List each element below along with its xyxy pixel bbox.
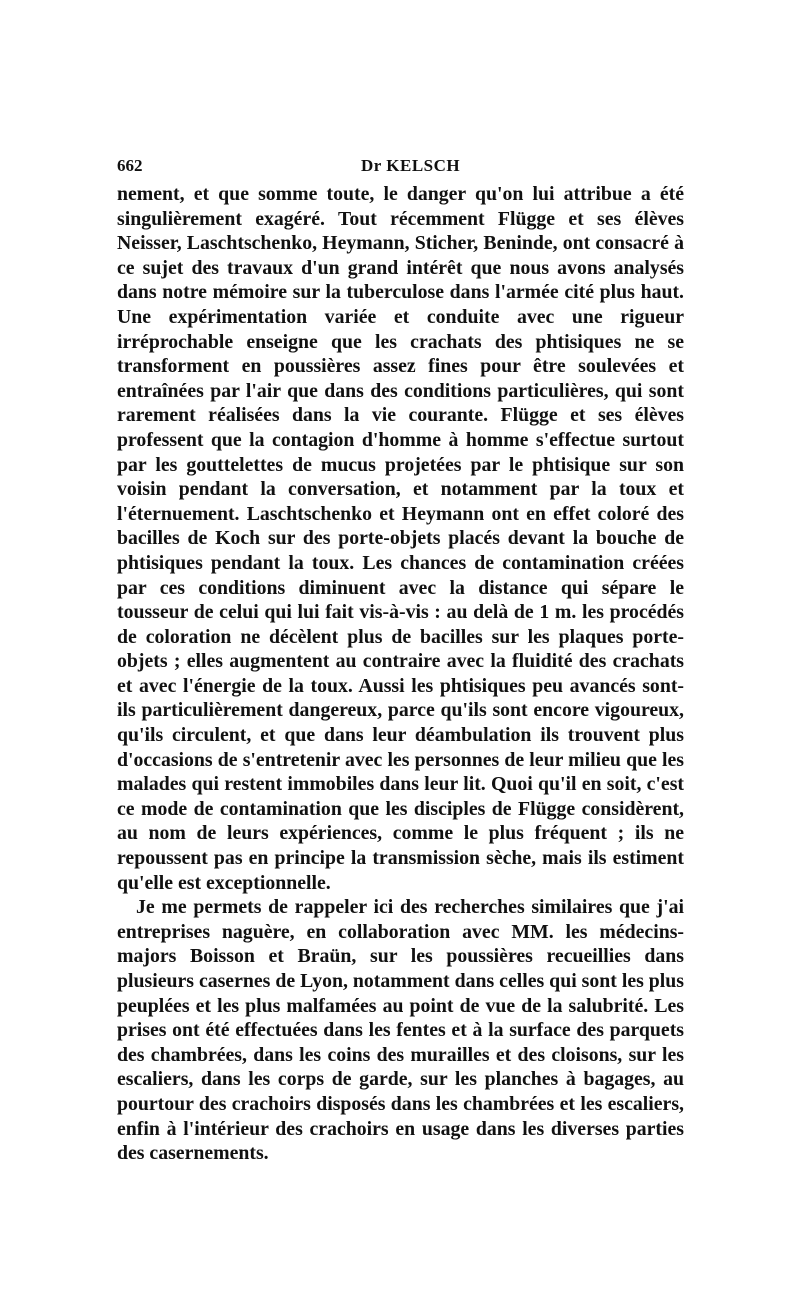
running-head: Dr KELSCH (361, 156, 461, 175)
body-text (117, 182, 684, 1166)
page-number: 662 (117, 156, 143, 175)
paragraph-1: nement, et que somme toute, le danger qu'on lui attribue a été singulièrement exagéré. Tout récemment Flügge et ses élèves Neisser, Laschtschenko, Heymann, Sticher, Beninde, ont consacré à ce sujet des travaux d'un grand intérêt que nous avons analysés dans notre mémoire sur la tuberculose dans l'armée cité plus haut. Une expérimentation variée et conduite avec une rigueur irréprochable enseigne que les crachats des phtisiques ne se transforment en poussières assez fines pour être soulevées et entraînées par l'air que dans des conditions particulières, qui sont rarement réalisées dans la vie courante. Flügge et ses élèves professent que la contagion d'homme à homme s'effectue surtout par les gouttelettes de mucus projetées par le phtisique sur son voisin pendant la conversation, et notamment par la toux et l'éternuement. Laschtschenko et Heymann ont en effet coloré des bacilles de Koch sur des porte-objets placés devant la bouche de phtisiques pendant la toux. Les chances de contamination créées par ces conditions diminuent avec la distance qui sépare le tousseur de celui qui lui fait vis-à-vis : au delà de 1 m. les procédés de coloration ne décèlent plus de bacilles sur les plaques porte-objets ; elles augmentent au contraire avec la fluidité des crachats et avec l'énergie de la toux. Aussi les phtisiques peu avancés sont-ils particulièrement dangereux, parce qu'ils sont encore vigoureux, qu'ils circulent, et que dans leur déambulation ils trouvent plus d'occasions de s'entretenir avec les personnes de leur milieu que les malades qui restent immobiles dans leur lit. Quoi qu'il en soit, c'est ce mode de contamination que les disciples de Flügge considèrent, au nom de leurs expériences, comme le plus fréquent ; ils ne repoussent pas en principe la transmission sèche, mais ils estiment qu'elle est exceptionnelle. (117, 183, 684, 894)
paragraph-2: Je me permets de rappeler ici des recherches similaires que j'ai entreprises naguère, en collaboration avec MM. les médecins-majors Boisson et Braün, sur les poussières recueillies dans plusieurs casernes de Lyon, notamment dans celles qui sont les plus peuplées et les plus malfamées au point de vue de la salubrité. Les prises ont été effectuées dans les fentes et à la surface des parquets des chambrées, dans les coins des murailles et des cloisons, sur les escaliers, dans les corps de garde, sur les planches à bagages, au pourtour des crachoirs disposés dans les chambrées et les escaliers, enfin à l'intérieur des crachoirs en usage dans les diverses parties des casernements. (117, 896, 684, 1165)
page-header (117, 156, 684, 180)
